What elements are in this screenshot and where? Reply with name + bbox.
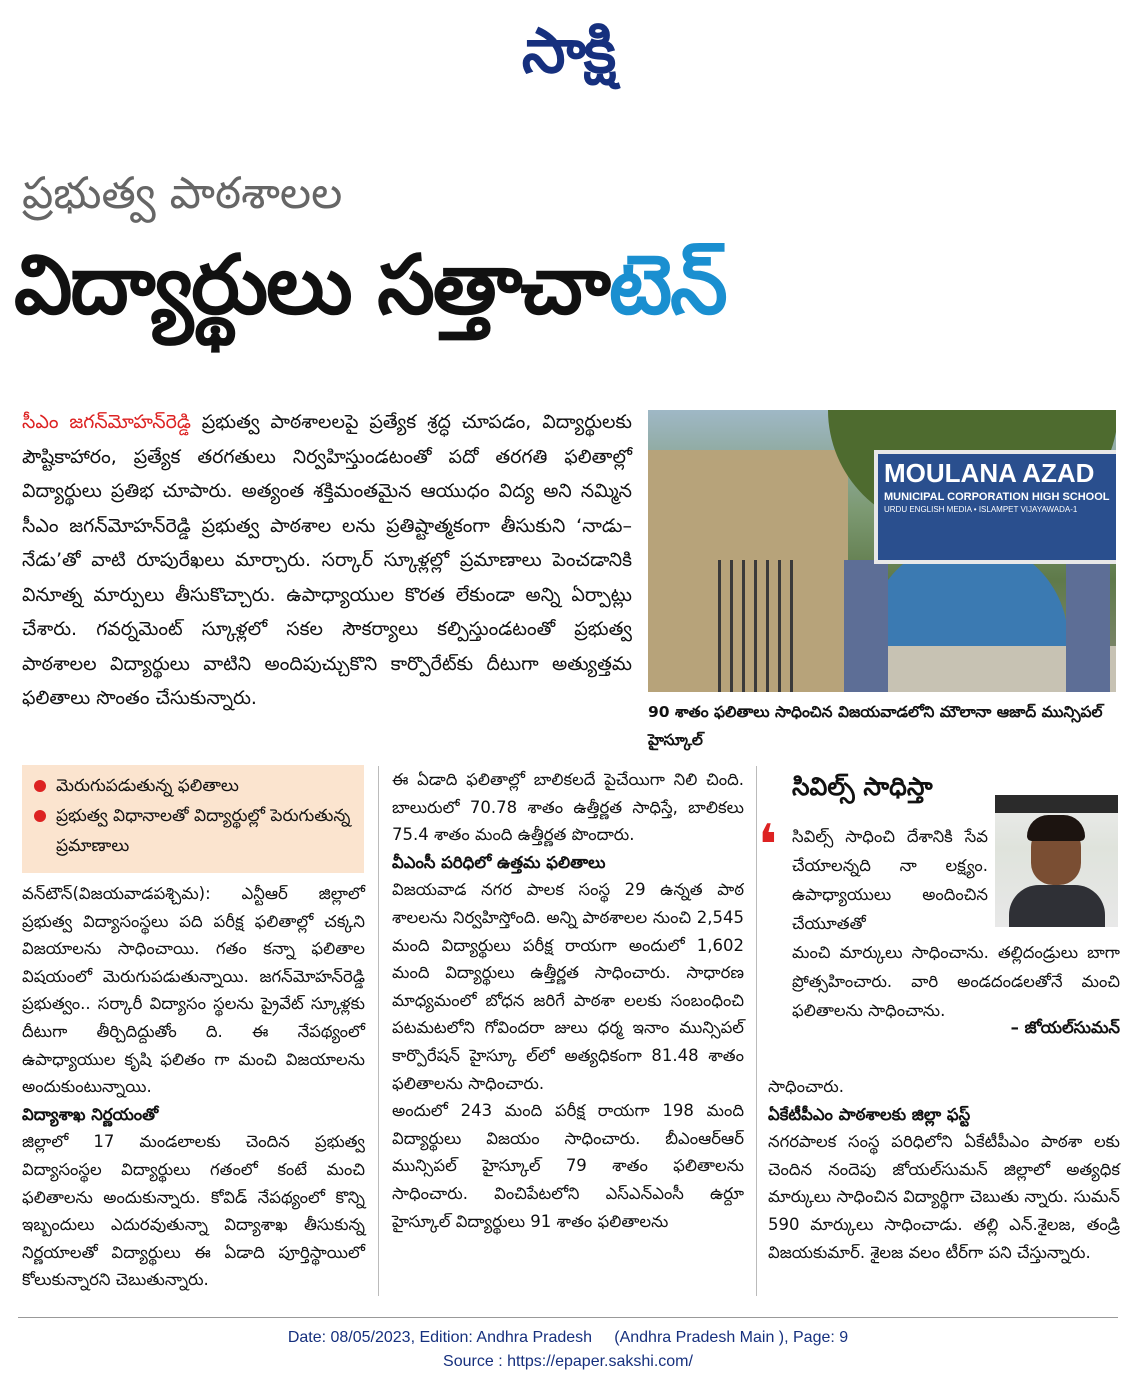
headline-accent: టెన్ — [608, 238, 726, 333]
signboard-line3: URDU ENGLISH MEDIA • ISLAMPET VIJAYAWADA-1 — [884, 505, 1078, 514]
footer-date-edition: Date: 08/05/2023, Edition: Andhra Pradesh (Andhra Pradesh Main ), Page: 9 — [287, 1329, 849, 1346]
signboard-line2: MUNICIPAL CORPORATION HIGH SCHOOL — [884, 491, 1110, 503]
page-footer — [0, 1326, 1136, 1374]
photo-pillar-left — [844, 560, 888, 692]
col2-subheading: వీఎంసీ పరిధిలో ఉత్తమ ఫలితాలు — [392, 852, 606, 872]
headline-kicker: ప్రభుత్వ పాఠశాలల — [22, 168, 343, 219]
lead-text: ప్రభుత్వ పాఠశాలలపై ప్రత్యేక శ్రద్ధ చూపడం, విద్యార్థులకు పౌష్టికాహారం, ప్రత్యేక తరగతులు నిర్వహిస్తుండటంతో పదో తరగతి ఫలితాల్లో విద్యార్థులు ప్రతిభ చూపారు. అత్యంత శక్తిమంతమైన ఆయుధం విద్య అని నమ్మిన సీఎం జగన్‌మోహన్‌రెడ్డి ప్రభుత్వ పాఠశాల లను ప్రతిష్టాత్మకంగా తీసుకుని ‘నాడు– నేడు’తో వాటి రూపురేఖలు మార్చారు. సర్కార్ స్కూళ్లల్లో ప్రమాణాలు పెంచడానికి వినూత్న మార్పులు తీసుకొచ్చారు. ఉపాధ్యాయుల కొరత లేకుండా అన్ని ఏర్పాట్లు చేశారు. గవర్నమెంట్ స్కూళ్లలో సకల సౌకర్యాలు కల్పిస్తుండటంతో ప్రభుత్వ పాఠశాలల విద్యార్థులు వాటిని అందిపుచ్చుకొని కార్పొరేట్‌కు దీటుగా అత్యుత్తమ ఫలితాలు సొంతం చేసుకున్నారు. — [22, 411, 633, 709]
highlights-box — [22, 765, 364, 873]
photo-gate — [718, 560, 798, 692]
school-signboard — [874, 450, 1116, 564]
signboard-line1: MOULANA AZAD — [884, 458, 1095, 488]
headline — [14, 238, 726, 353]
civils-quote-part-2: మంచి మార్కులు సాధించాను. తల్లిదండ్రులు బాగా ప్రోత్సహించారు. వారి అండదండలతోనే మంచి ఫలితాలను సాధించాను. — [792, 943, 1120, 1020]
masthead-logo: సాక్షి — [521, 14, 615, 87]
civils-quote-part-1: సివిల్స్ సాధించి దేశానికి సేవ చేయాలన్నది నా లక్ష్యం. ఉపాధ్యాయులు అందించిన చేయూతతో — [792, 827, 988, 933]
bullet-dot-icon — [34, 810, 46, 822]
student-portrait — [995, 795, 1118, 927]
quote-mark-icon: ❛ — [758, 813, 778, 878]
portrait-hair — [1027, 815, 1085, 841]
highlight-item: ప్రభుత్వ విధానాలతో విద్యార్థుల్లో పెరుగుతున్న ప్రమాణాలు — [30, 801, 364, 861]
col2-paragraph-2: విజయవాడ నగర పాలక సంస్థ 29 ఉన్నత పాఠ శాలలను నిర్వహిస్తోంది. అన్ని పాఠశాలల నుంచి 2,545 మంది విద్యార్థులు పరీక్ష రాయగా అందులో 1,602 మంది విద్యార్థులు ఉత్తీర్ణత సాధించారు. సాధారణ మాధ్యమంలో బోధన జరిగే పాఠశా లలకు సంబంధించి పటమటలోని గోవిందరా జులు ధర్మ ఇనాం మున్సిపల్ కార్పొరేషన్ హైస్కూ ల్‌లో అత్యధికంగా 81.48 శాతం ఫలితాలను సాధించారు. — [392, 880, 744, 1093]
col3-subheading: ఏకేటీపీఎం పాఠశాలకు జిల్లా ఫస్ట్ — [768, 1104, 971, 1124]
highlight-item: మెరుగుపడుతున్న ఫలితాలు — [30, 771, 364, 801]
lead-highlight: సీఎం జగన్‌మోహన్‌రెడ్డి — [22, 411, 191, 433]
bullet-dot-icon — [34, 780, 46, 792]
article-column-3 — [768, 1073, 1120, 1266]
photo-caption: 90 శాతం ఫలితాలు సాధించిన విజయవాడలోని మౌలానా ఆజాద్ మున్సిపల్ హైస్కూల్ — [648, 703, 1103, 749]
lead-paragraph — [22, 405, 632, 716]
col3-paragraph-1: సాధించారు. — [768, 1077, 844, 1096]
col3-paragraph-2: నగరపాలక సంస్థ పరిధిలోని ఏకేటీపీఎం పాఠశా లకు చెందిన నందెపు జోయల్‌సుమన్ జిల్లాలో అత్యధిక మార్కులు సాధించిన విద్యార్థిగా చెబుతు న్నారు. సుమన్ 590 మార్కులు సాధించాడు. తల్లి ఎన్.శైలజ, తండ్రి విజయకుమార్. శైలజ వలం టీర్‌గా పని చేస్తున్నారు. — [768, 1132, 1120, 1262]
civils-box-title: సివిల్స్ సాధిస్తా — [792, 772, 933, 801]
col1-subheading: విద్యాశాఖ నిర్ణయంతో — [22, 1104, 159, 1124]
col1-paragraph-2: జిల్లాలో 17 మండలాలకు చెందిన ప్రభుత్వ విద్యాసంస్థల విద్యార్థులు గతంలో కంటే మంచి ఫలితాలను అందుకున్నారు. కోవిడ్ నేపథ్యంలో కొన్ని ఇబ్బందులు ఎదురవుతున్నా విద్యాశాఖ తీసుకున్న నిర్ణయాలతో విద్యార్థులు ఈ ఏడాది పూర్తిస్థాయిలో కోలుకున్నారని చెబుతున్నారు. — [22, 1132, 365, 1290]
column-divider — [756, 766, 757, 1296]
portrait-shirt — [1009, 885, 1105, 927]
civils-signature: – జోయల్‌సుమన్ — [1010, 1018, 1120, 1037]
col2-paragraph-3: అందులో 243 మంది పరీక్ష రాయగా 198 మంది విద్యార్థులు విజయం సాధించారు. బీఎంఆర్ఆర్ మున్సిపల్ హైస్కూల్ 79 శాతం ఫలితాలను సాధించారు. వించిపేటలోని ఎస్ఎన్ఎంసీ ఉర్దూ హైస్కూల్ విద్యార్థులు 91 శాతం ఫలితాలను — [392, 1101, 744, 1231]
col1-paragraph-1: వన్‌టౌన్(విజయవాడపశ్చిమ): ఎన్టీఆర్ జిల్లాలో ప్రభుత్వ విద్యాసంస్థలు పది పరీక్ష ఫలితాల్లో చక్కని విజయాలను సాధించాయి. గతం కన్నా ఫలితాల విషయంలో మెరుగుపడుతున్నాయి. జగన్‌మోహన్‌రెడ్డి ప్రభుత్వం.. సర్కారీ విద్యాసం స్థలను ప్రైవేట్ స్కూళ్లకు దీటుగా తీర్చిదిద్దుతోం ది. ఈ నేపథ్యంలో ఉపాధ్యాయుల కృషి ఫలితం గా మంచి విజయాలను అందుకుంటున్నాయి. — [22, 884, 365, 1097]
col2-paragraph-1: ఈ ఏడాది ఫలితాల్లో బాలికలదే పైచేయిగా నిలి చింది. బాలురులో 70.78 శాతం ఉత్తీర్ణత సాధిస్తే, బాలికలు 75.4 శాతం మంది ఉత్తీర్ణత పొందారు. — [392, 770, 744, 845]
footer-divider — [18, 1317, 1118, 1318]
photo-pillar-right — [1066, 560, 1110, 692]
article-column-2 — [392, 766, 744, 1235]
article-column-1 — [22, 880, 365, 1294]
headline-main: విద్యార్థులు సత్తాచా — [14, 238, 609, 333]
column-divider — [378, 766, 379, 1296]
footer-source[interactable]: Source : https://epaper.sakshi.com/ — [443, 1353, 693, 1370]
school-photo — [648, 410, 1116, 692]
portrait-background-banner — [995, 795, 1118, 813]
